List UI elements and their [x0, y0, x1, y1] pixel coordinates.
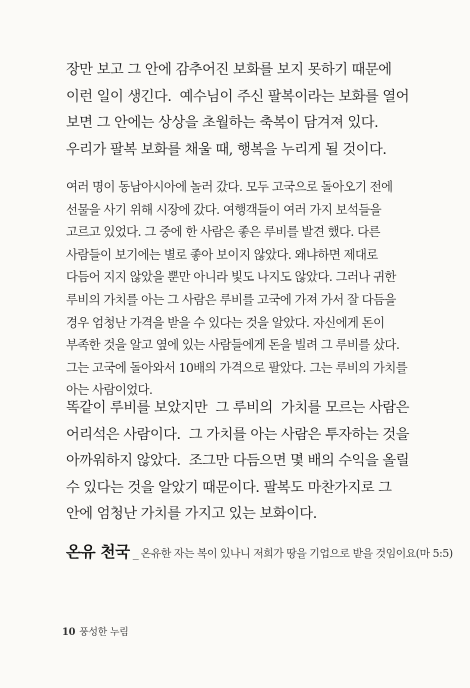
body-paragraph-2: 똑같이 루비를 보았지만 그 루비의 가치를 모르는 사람은 어리석은 사람이다. 그 가치를 아는 사람은 투자하는 것을 아까워하지 않았다. 조그만 다듬으면 몇 배의 수익을 올릴 수 있다는 것을 알았기 때문이다. 팔복도 마찬가지로 그 안에 엄청난 가치를 가지고 있는 보화이다.: [66, 400, 414, 522]
verse-text: 온유한 자는 복이 있나니 저희가 땅을 기업으로 받을 것임이요(마 5:5): [140, 547, 453, 560]
verse-line: [66, 540, 453, 562]
book-title: 풍성한 누림: [79, 627, 129, 638]
ruby-story-paragraph: 여러 명이 동남아시아에 놀러 갔다. 모두 고국으로 돌아오기 전에 선물을 사기 위해 시장에 갔다. 여행객들이 여러 가지 보석들을 고르고 있었다. 그 중에 한 사람은 좋은 루비를 발견 했다. 다른 사람들이 보기에는 별로 좋아 보이지 않았다. 왜냐하면 제대로 다듬어 지지 않았을 뿐만 아니라 빛도 나지도 않았다. 그러나 귀한 루비의 가치를 아는 그 사람은 루비를 고국에 가져 가서 잘 다듬을 경우 엄청난 가격을 받을 수 있다는 것을 알았다. 자신에게 돈이 부족한 것을 알고 옆에 있는 사람들에게 돈을 빌려 그 루비를 샀다. 그는 고국에 돌아와서 10배의 가격으로 팔았다. 그는 루비의 가치를 아는 사람이었다.: [66, 180, 411, 398]
page-number: 10: [62, 627, 76, 638]
verse-title: 온유 천국: [66, 543, 130, 561]
verse-dash: _: [132, 546, 139, 560]
page-footer: [62, 624, 128, 638]
body-paragraph-1: 장만 보고 그 안에 감추어진 보화를 보지 못하기 때문에 이런 일이 생긴다. 예수님이 주신 팔복이라는 보화를 열어 보면 그 안에는 상상을 초월하는 축복이 담겨져 있다. 우리가 팔복 보화를 채울 때, 행복을 누리게 될 것이다.: [66, 62, 414, 158]
